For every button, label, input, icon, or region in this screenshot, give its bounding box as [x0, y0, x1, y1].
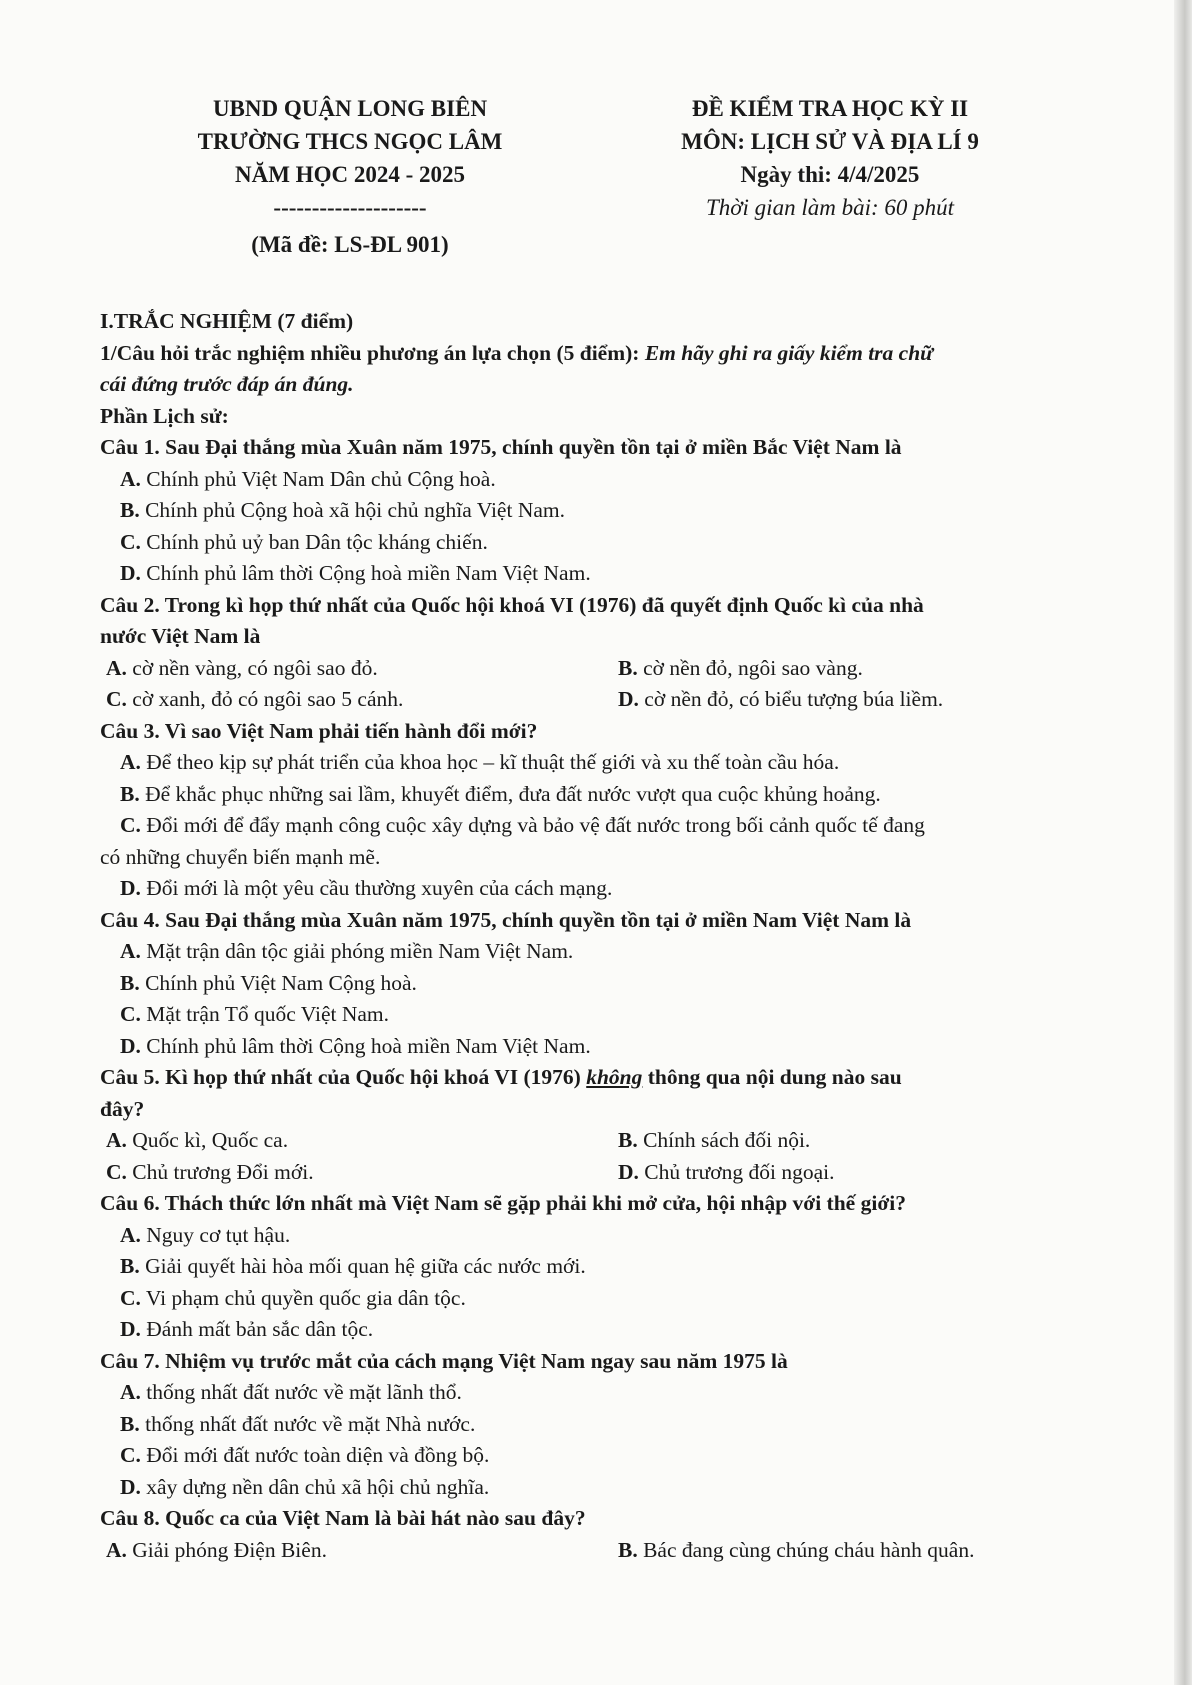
- question-stem: Câu 7. Nhiệm vụ trước mắt của cách mạng Việt Nam ngay sau năm 1975 là: [100, 1348, 788, 1373]
- district-name: UBND QUẬN LONG BIÊN: [212, 96, 488, 121]
- option-a: A. Giải phóng Điện Biên.: [106, 1537, 327, 1562]
- option-b: B. Bác đang cùng chúng cháu hành quân.: [618, 1537, 975, 1562]
- part1-title: 1/Câu hỏi trắc nghiệm nhiều phương án lựa chọn (5 điểm):: [100, 340, 640, 365]
- exam-date: Ngày thi: 4/4/2025: [740, 162, 920, 187]
- exam-duration: Thời gian làm bài: 60 phút: [705, 195, 955, 220]
- question-stem: Câu 1. Sau Đại thắng mùa Xuân năm 1975, chính quyền tồn tại ở miền Bắc Việt Nam là: [100, 435, 902, 459]
- option-a: A. thống nhất đất nước về mặt lãnh thổ.: [120, 1380, 462, 1404]
- option-d: D. cờ nền đỏ, có biểu tượng búa liềm.: [618, 687, 944, 711]
- option-a: A. Để theo kịp sự phát triển của khoa học – kĩ thuật thế giới và xu thế toàn cầu hóa.: [120, 750, 840, 774]
- exam-code: (Mã đề: LS-ĐL 901): [251, 232, 449, 257]
- question-stem: Câu 5. Kì họp thứ nhất của Quốc hội khoá VI (1976) không thông qua nội dung nào sau: [100, 1065, 902, 1089]
- section-title: I.TRẮC NGHIỆM (7 điểm): [100, 309, 354, 333]
- question-stem: Câu 2. Trong kì họp thứ nhất của Quốc hội khoá VI (1976) đã quyết định Quốc kì của nhà: [100, 592, 924, 617]
- option-a: A. cờ nền vàng, có ngôi sao đỏ.: [106, 655, 378, 680]
- option-c-cont: có những chuyển biến mạnh mẽ.: [100, 844, 381, 869]
- option-d: D. Chủ trương đối ngoại.: [618, 1159, 835, 1184]
- option-c: C. Chính phủ uỷ ban Dân tộc kháng chiến.: [120, 529, 488, 554]
- option-b: B. thống nhất đất nước về mặt Nhà nước.: [120, 1411, 476, 1436]
- option-c: C. Vi phạm chủ quyền quốc gia dân tộc.: [120, 1285, 466, 1310]
- option-b: B. cờ nền đỏ, ngôi sao vàng.: [618, 655, 863, 680]
- question-stem-cont: đây?: [100, 1096, 145, 1121]
- option-b: B. Giải quyết hài hòa mối quan hệ giữa các nước mới.: [120, 1254, 586, 1278]
- option-row: [100, 653, 1120, 685]
- history-heading: Phần Lịch sử:: [100, 403, 229, 428]
- part1-instruction-cont: cái đứng trước đáp án đúng.: [100, 372, 354, 396]
- option-d: D. xây dựng nền dân chủ xã hội chủ nghĩa.: [120, 1474, 490, 1499]
- option-c: C. Đổi mới đất nước toàn diện và đồng bộ.: [120, 1443, 490, 1467]
- exam-info: [650, 92, 1010, 224]
- school-name: TRƯỜNG THCS NGỌC LÂM: [197, 129, 503, 154]
- header-divider: --------------------: [273, 195, 427, 220]
- exam-subject: MÔN: LỊCH SỬ VÀ ĐỊA LÍ 9: [681, 129, 979, 154]
- school-info: [170, 92, 530, 261]
- exam-content: [100, 306, 1120, 1566]
- question-stem: Câu 3. Vì sao Việt Nam phải tiến hành đổi mới?: [100, 718, 538, 743]
- option-b: B. Chính sách đối nội.: [618, 1128, 811, 1152]
- option-c: C. Đổi mới để đẩy mạnh công cuộc xây dựng và bảo vệ đất nước trong bối cảnh quốc tế đang: [120, 813, 925, 837]
- option-a: A. Chính phủ Việt Nam Dân chủ Cộng hoà.: [120, 466, 496, 491]
- option-d: D. Đánh mất bản sắc dân tộc.: [120, 1317, 374, 1341]
- question-stem-cont: nước Việt Nam là: [100, 624, 261, 648]
- option-row: [100, 684, 1120, 716]
- exam-header: [0, 92, 1192, 272]
- option-c: C. Mặt trận Tổ quốc Việt Nam.: [120, 1002, 390, 1026]
- part1-instruction: Em hãy ghi ra giấy kiểm tra chữ: [644, 340, 934, 365]
- option-d: D. Đổi mới là một yêu cầu thường xuyên của cách mạng.: [120, 876, 613, 900]
- option-c: C. Chủ trương Đổi mới.: [106, 1159, 314, 1184]
- option-b: B. Để khắc phục những sai lầm, khuyết điểm, đưa đất nước vượt qua cuộc khủng hoảng.: [120, 781, 881, 806]
- exam-title: ĐỀ KIỂM TRA HỌC KỲ II: [691, 96, 969, 121]
- option-row: [100, 1125, 1120, 1157]
- option-d: D. Chính phủ lâm thời Cộng hoà miền Nam Việt Nam.: [120, 1033, 591, 1058]
- option-row: [100, 1157, 1120, 1189]
- option-c: C. cờ xanh, đỏ có ngôi sao 5 cánh.: [106, 687, 404, 711]
- part1-heading: [100, 338, 1120, 370]
- question-stem: Câu 6. Thách thức lớn nhất mà Việt Nam sẽ gặp phải khi mở cửa, hội nhập với thế giới?: [100, 1191, 906, 1215]
- option-b: B. Chính phủ Cộng hoà xã hội chủ nghĩa Việt Nam.: [120, 498, 565, 522]
- question-stem: Câu 8. Quốc ca của Việt Nam là bài hát nào sau đây?: [100, 1506, 586, 1530]
- school-year: NĂM HỌC 2024 - 2025: [235, 162, 465, 187]
- question-stem: Câu 4. Sau Đại thắng mùa Xuân năm 1975, chính quyền tồn tại ở miền Nam Việt Nam là: [100, 907, 912, 932]
- option-a: A. Quốc kì, Quốc ca.: [106, 1128, 289, 1152]
- option-row: [100, 1535, 1120, 1567]
- negation-word: không: [586, 1065, 643, 1089]
- option-a: A. Nguy cơ tụt hậu.: [120, 1222, 291, 1247]
- option-b: B. Chính phủ Việt Nam Cộng hoà.: [120, 970, 417, 995]
- option-a: A. Mặt trận dân tộc giải phóng miền Nam Việt Nam.: [120, 939, 574, 963]
- option-d: D. Chính phủ lâm thời Cộng hoà miền Nam Việt Nam.: [120, 561, 591, 585]
